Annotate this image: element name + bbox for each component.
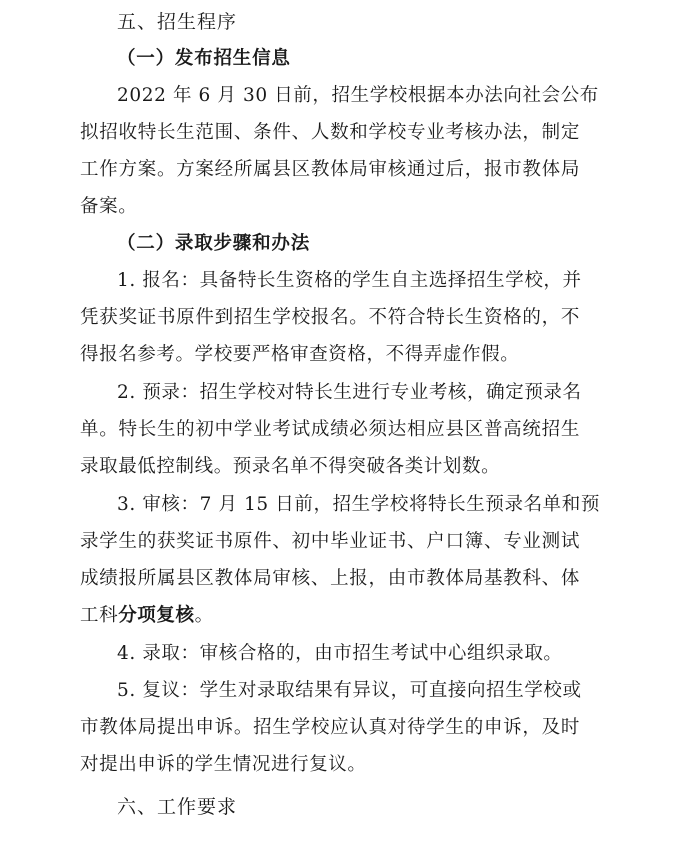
paragraph-line: 4. 录取：审核合格的，由市招生考试中心组织录取。 — [117, 643, 563, 664]
paragraph-line: 备案。 — [80, 196, 138, 217]
paragraph-line: 拟招收特长生范围、条件、人数和学校专业考核办法，制定 — [80, 122, 580, 143]
paragraph-line: 对提出申诉的学生情况进行复议。 — [80, 754, 367, 775]
paragraph-line — [80, 597, 580, 635]
paragraph-line: 1. 报名：具备特长生资格的学生自主选择招生学校，并 — [117, 270, 582, 291]
paragraph-line: 得报名参考。学校要严格审查资格，不得弄虚作假。 — [80, 344, 520, 365]
paragraph-line: 成绩报所属县区教体局审核、上报，由市教体局基教科、体 — [80, 568, 580, 589]
paragraph-line: 录学生的获奖证书原件、初中毕业证书、户口簿、专业测试 — [80, 531, 580, 552]
paragraph-line: 凭获奖证书原件到招生学校报名。不符合特长生资格的，不 — [80, 307, 580, 328]
paragraph-line: 市教体局提出申诉。招生学校应认真对待学生的申诉，及时 — [80, 717, 580, 738]
section-heading-work-requirements: 六、工作要求 — [117, 796, 238, 818]
subsection-heading-admission-steps: （二）录取步骤和办法 — [117, 233, 311, 254]
paragraph-line: 3. 审核：7 月 15 日前，招生学校将特长生预录名单和预 — [117, 494, 600, 515]
bold-text-span: 分项复核 — [118, 605, 195, 626]
paragraph-line: 2022 年 6 月 30 日前，招生学校根据本办法向社会公布 — [117, 85, 599, 106]
paragraph-line: 2. 预录：招生学校对特长生进行专业考核，确定预录名 — [117, 382, 582, 403]
section-heading-enrollment-procedure: 五、招生程序 — [117, 11, 238, 33]
text-span: 。 — [194, 605, 214, 626]
text-span: 工科 — [80, 605, 119, 626]
paragraph-line: 工作方案。方案经所属县区教体局审核通过后，报市教体局 — [80, 159, 580, 180]
paragraph-line: 5. 复议：学生对录取结果有异议，可直接向招生学校或 — [117, 680, 582, 701]
paragraph-line: 录取最低控制线。预录名单不得突破各类计划数。 — [80, 456, 501, 477]
paragraph-line: 单。特长生的初中学业考试成绩必须达相应县区普高统招生 — [80, 419, 580, 440]
subsection-heading-publish-info: （一）发布招生信息 — [117, 48, 291, 69]
